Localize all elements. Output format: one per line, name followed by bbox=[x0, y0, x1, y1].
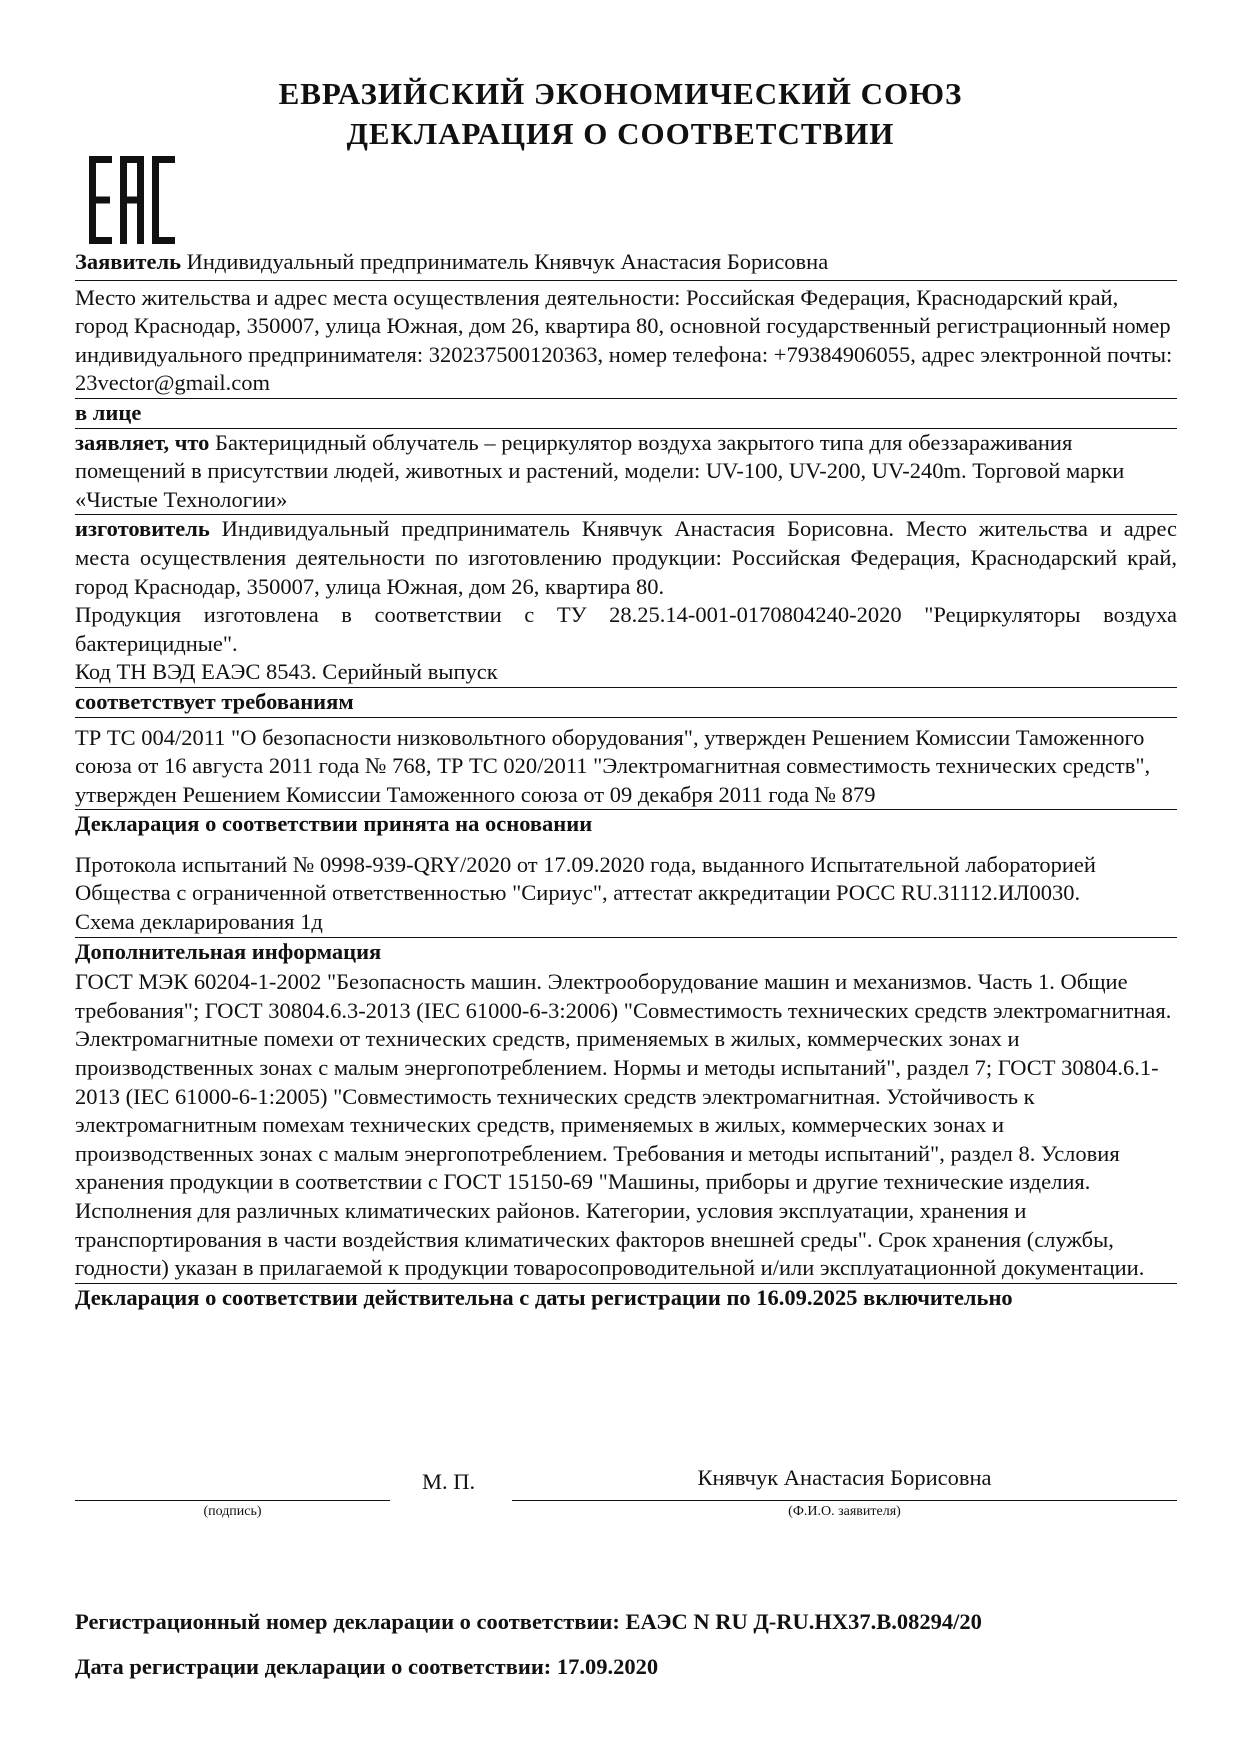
in-person-row bbox=[75, 399, 1177, 429]
basis-scheme: Схема декларирования 1д bbox=[75, 909, 323, 935]
registration-number: Регистрационный номер декларации о соответствии: ЕАЭС N RU Д-RU.НХ37.В.08294/20 bbox=[75, 1609, 982, 1634]
requirements-text: ТР ТС 004/2011 "О безопасности низковольтного оборудования", утвержден Решением Комиссии Таможенного союза от 16 августа 2011 года № 768, ТР ТС 020/2011 "Электромагнитная совместимость технических средств", утвержден Решением Комиссии Таможенного союза от 09 декабря 2011 года № 879 bbox=[75, 724, 1151, 807]
union-title: ЕВРАЗИЙСКИЙ ЭКОНОМИЧЕСКИЙ СОЮЗ bbox=[278, 76, 963, 111]
name-caption: (Ф.И.О. заявителя) bbox=[788, 1504, 901, 1519]
declares-label: заявляет, что bbox=[75, 429, 210, 455]
applicant-label: Заявитель bbox=[75, 249, 181, 274]
manufacturer-value: Индивидуальный предприниматель Княвчук Анастасия Борисовна. Место жительства и адрес места осуществления деятельности по изготовлению продукции: Российская Федерация, Краснодарский край, город Краснодар, 350007, улица Южная, дом 26, квартира 80. bbox=[75, 516, 1177, 599]
applicant-name: Княвчук Анастасия Борисовна bbox=[697, 1465, 992, 1490]
additional-text: ГОСТ МЭК 60204-1-2002 "Безопасность машин. Электрооборудование машин и механизмов. Часть 1. Общие требования"; ГОСТ 30804.6.3-2013 (IEC 61000-6-3:2006) "Совместимость технических средств электромагнитная. Электромагнитные помехи от технических средств, применяемых в жилых, коммерческих зонах и производственных зонах с малым энергопотреблением. Нормы и методы испытаний", раздел 7; ГОСТ 30804.6.1-2013 (IEC 61000-6-1:2005) "Совместимость технических средств электромагнитная. Устойчивость к электромагнитным помехам технических средств, применяемых в жилых, коммерческих зонах и производственных зонах с малым энергопотреблением. Требования и методы испытаний", раздел 8. Условия хранения продукции в соответствии с ГОСТ 15150-69 "Машины, приборы и другие технические изделия. Исполнения для различных климатических районов. Категории, условия эксплуатации, хранения и транспортирования в части воздействия климатических факторов внешней среды". Срок хранения (службы, годности) указан в прилагаемой к продукции товаросопроводительной и/или эксплуатационной документации. bbox=[75, 969, 1172, 1281]
requirements-heading-row bbox=[75, 688, 1177, 718]
registration-date: Дата регистрации декларации о соответствии: 17.09.2020 bbox=[75, 1654, 659, 1679]
requirements-label: соответствует требованиям bbox=[75, 688, 354, 714]
signature-line bbox=[75, 1500, 390, 1501]
basis-heading-row bbox=[75, 810, 1177, 839]
declaration-body bbox=[75, 248, 1177, 1312]
additional-heading-row bbox=[75, 938, 1177, 967]
applicant-row bbox=[75, 248, 1177, 281]
manufacturer-code: Код ТН ВЭД ЕАЭС 8543. Серийный выпуск bbox=[75, 659, 498, 685]
basis-text: Протокола испытаний № 0998-939-QRY/2020 от 17.09.2020 года, выданного Испытательной лабораторией Общества с ограниченной ответственностью "Сириус", аттестат аккредитации РОСС RU.31112.ИЛ0030. bbox=[75, 851, 1096, 906]
additional-row bbox=[75, 966, 1177, 1284]
requirements-row bbox=[75, 718, 1177, 811]
validity-row bbox=[75, 1284, 1177, 1313]
manufacturer-label: изготовитель bbox=[75, 516, 210, 542]
applicant-value: Индивидуальный предприниматель Княвчук Анастасия Борисовна bbox=[180, 249, 829, 274]
document-title: ДЕКЛАРАЦИЯ О СООТВЕТСТВИИ bbox=[346, 116, 895, 151]
signature-caption: (подпись) bbox=[203, 1504, 262, 1519]
additional-label: Дополнительная информация bbox=[75, 938, 382, 964]
declares-value: Бактерицидный облучатель – рециркулятор воздуха закрытого типа для обеззараживания помещений в присутствии людей, животных и растений, модели: UV-100, UV-200, UV-240m. Торговой марки «Чистые Технологии» bbox=[75, 429, 1125, 512]
in-person-label: в лице bbox=[75, 399, 142, 425]
basis-label: Декларация о соответствии принята на основании bbox=[75, 811, 593, 837]
manufacturer-row bbox=[75, 515, 1177, 688]
address-row bbox=[75, 281, 1177, 399]
declares-row bbox=[75, 429, 1177, 516]
eac-logo bbox=[88, 156, 176, 244]
manufacturer-produced: Продукция изготовлена в соответствии с ТУ 28.25.14-001-0170804240-2020 "Рециркуляторы воздуха бактерицидные". bbox=[75, 602, 1177, 656]
validity-text: Декларация о соответствии действительна с даты регистрации по 16.09.2025 включительно bbox=[75, 1284, 1013, 1310]
stamp-label: М. П. bbox=[422, 1469, 476, 1494]
basis-row bbox=[75, 839, 1177, 938]
address-text: Место жительства и адрес места осуществления деятельности: Российская Федерация, Краснодарский край, город Краснодар, 350007, улица Южная, дом 26, квартира 80, основной государственный регистрационный номер индивидуального предпринимателя: 320237500120363, номер телефона: +79384906055, адрес электронной почты: 23vector@gmail.com bbox=[75, 284, 1173, 396]
name-line bbox=[512, 1500, 1177, 1501]
